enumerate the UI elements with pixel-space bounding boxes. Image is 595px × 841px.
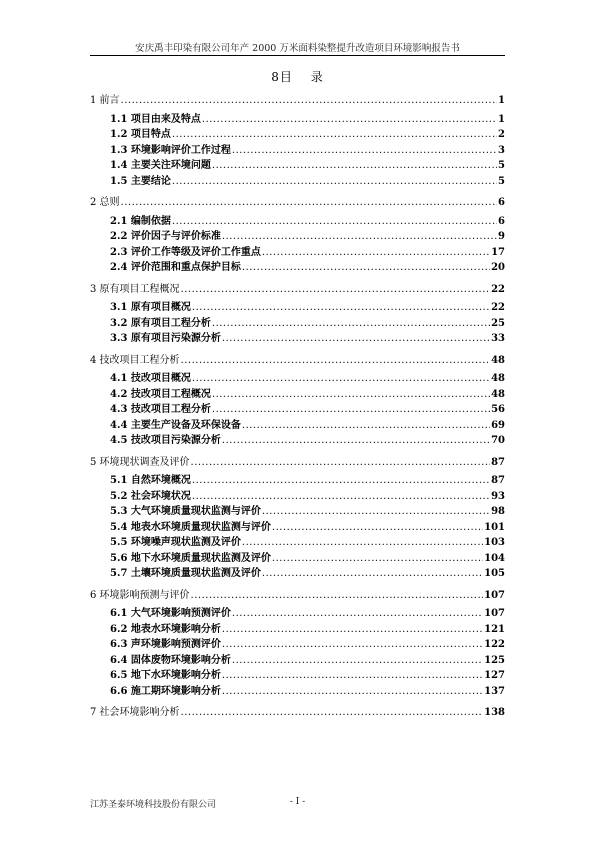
toc-entry-page-number: 125 xyxy=(484,654,505,666)
toc-dot-leader xyxy=(192,489,490,505)
toc-section-entry[interactable] xyxy=(90,489,505,505)
toc-chapter-entry[interactable] xyxy=(90,282,505,298)
toc-section-entry[interactable] xyxy=(90,245,505,261)
toc-dot-leader xyxy=(121,93,497,109)
toc-entry-label: 6.5 地下水环境影响分析 xyxy=(110,670,221,681)
toc-section-entry[interactable] xyxy=(90,174,505,190)
toc-entry-page-number: 107 xyxy=(484,608,505,619)
toc-dot-leader xyxy=(222,331,490,347)
toc-entry-label: 5.4 地表水环境质量现状监测与评价 xyxy=(110,521,271,533)
toc-entry-page-number: 70 xyxy=(491,435,505,446)
toc-dot-leader xyxy=(191,588,484,604)
toc-section-entry[interactable] xyxy=(90,214,505,230)
toc-section-entry[interactable] xyxy=(90,112,505,128)
toc-entry-label: 5.5 环境噪声现状监测及评价 xyxy=(110,537,241,548)
toc-entry-page-number: 20 xyxy=(491,262,505,273)
toc-entry-label: 3 原有项目工程概况 xyxy=(90,283,180,295)
toc-entry-label: 5.2 社会环境状况 xyxy=(110,490,191,502)
toc-section-entry[interactable] xyxy=(90,520,505,536)
toc-dot-leader xyxy=(272,520,483,536)
toc-section-entry[interactable] xyxy=(90,653,505,669)
toc-entry-page-number: 22 xyxy=(491,302,505,313)
toc-entry-page-number: 25 xyxy=(491,317,505,329)
toc-entry-label: 6.1 大气环境影响预测评价 xyxy=(110,608,231,619)
toc-entry-page-number: 137 xyxy=(484,685,505,697)
toc-entry-page-number: 48 xyxy=(491,388,505,400)
toc-dot-leader xyxy=(212,316,490,332)
toc-dot-leader xyxy=(232,653,483,669)
toc-entry-label: 3.2 原有项目工程分析 xyxy=(110,317,211,329)
toc-entry-page-number: 103 xyxy=(484,537,505,548)
toc-section-entry[interactable] xyxy=(90,402,505,418)
toc-dot-leader xyxy=(262,566,483,582)
toc-dot-leader xyxy=(232,606,483,622)
toc-entry-label: 6.2 地表水环境影响分析 xyxy=(110,623,221,635)
toc-entry-label: 1.4 主要关注环境问题 xyxy=(110,160,211,171)
toc-entry-page-number: 48 xyxy=(491,354,505,366)
toc-entry-label: 6.6 施工期环境影响分析 xyxy=(110,685,221,697)
toc-entry-page-number: 87 xyxy=(491,475,505,486)
toc-entry-label: 1.5 主要结论 xyxy=(110,175,171,187)
toc-entry-label: 6.4 固体废物环境影响分析 xyxy=(110,654,231,666)
toc-entry-label: 4.3 技改项目工程分析 xyxy=(110,404,211,415)
toc-chapter-entry[interactable] xyxy=(90,705,505,721)
toc-entry-page-number: 122 xyxy=(484,639,505,650)
toc-entry-page-number: 138 xyxy=(484,707,505,718)
toc-dot-leader xyxy=(181,282,491,298)
toc-dot-leader xyxy=(192,300,490,316)
toc-entry-page-number: 1 xyxy=(498,113,505,125)
toc-dot-leader xyxy=(242,260,490,276)
footer-page-number: - I - xyxy=(289,797,306,807)
toc-entry-page-number: 22 xyxy=(491,283,505,295)
toc-section-entry[interactable] xyxy=(90,473,505,489)
toc-entry-page-number: 5 xyxy=(498,175,505,187)
toc-entry-label: 2.1 编制依据 xyxy=(110,215,171,227)
toc-entry-page-number: 48 xyxy=(491,373,505,384)
toc-entry-label: 3.1 原有项目概况 xyxy=(110,302,191,313)
toc-section-entry[interactable] xyxy=(90,387,505,403)
toc-dot-leader xyxy=(242,418,490,434)
toc-entry-label: 1.3 环境影响评价工作过程 xyxy=(110,144,231,156)
toc-section-entry[interactable] xyxy=(90,637,505,653)
toc-dot-leader xyxy=(262,504,490,520)
toc-entry-label: 5.7 土壤环境质量现状监测及评价 xyxy=(110,568,261,579)
toc-entry-page-number: 1 xyxy=(498,95,505,106)
toc-section-entry[interactable] xyxy=(90,551,505,567)
toc-section-entry[interactable] xyxy=(90,300,505,316)
toc-entry-page-number: 17 xyxy=(491,246,505,258)
toc-dot-leader xyxy=(212,158,497,174)
toc-entry-label: 6.3 声环境影响预测评价 xyxy=(110,639,221,650)
toc-entry-page-number: 56 xyxy=(491,404,505,415)
toc-dot-leader xyxy=(262,245,490,261)
toc-section-entry[interactable] xyxy=(90,260,505,276)
toc-dot-leader xyxy=(232,143,497,159)
toc-entry-page-number: 98 xyxy=(491,506,505,517)
toc-entry-label: 1 前言 xyxy=(90,95,120,106)
toc-section-entry[interactable] xyxy=(90,143,505,159)
toc-entry-page-number: 2 xyxy=(498,129,505,140)
toc-entry-page-number: 101 xyxy=(484,521,505,533)
toc-section-entry[interactable] xyxy=(90,371,505,387)
toc-entry-label: 6 环境影响预测与评价 xyxy=(90,589,190,601)
toc-chapter-entry[interactable] xyxy=(90,195,505,211)
toc-dot-leader xyxy=(222,637,483,653)
toc-title: 8目 录 xyxy=(271,70,324,84)
running-header: 安庆禹丰印染有限公司年产 2000 万米面料染整提升改造项目环境影响报告书 xyxy=(135,43,460,54)
toc-chapter-entry[interactable] xyxy=(90,455,505,471)
toc-entry-page-number: 107 xyxy=(484,589,505,601)
toc-dot-leader xyxy=(191,455,491,471)
toc-entry-page-number: 69 xyxy=(491,419,505,431)
toc-entry-page-number: 6 xyxy=(498,215,505,227)
toc-entry-label: 5.1 自然环境概况 xyxy=(110,475,191,486)
toc-section-entry[interactable] xyxy=(90,668,505,684)
toc-dot-leader xyxy=(272,551,483,567)
toc-entry-label: 5 环境现状调查及评价 xyxy=(90,456,190,468)
toc-dot-leader xyxy=(222,684,483,700)
toc-entry-page-number: 6 xyxy=(498,197,505,208)
toc-entry-label: 4 技改项目工程分析 xyxy=(90,354,180,366)
toc-chapter-entry[interactable] xyxy=(90,353,505,369)
toc-section-entry[interactable] xyxy=(90,331,505,347)
toc-entry-label: 5.3 大气环境质量现状监测与评价 xyxy=(110,506,261,517)
toc-dot-leader xyxy=(212,402,490,418)
toc-dot-leader xyxy=(212,387,490,403)
toc-dot-leader xyxy=(222,229,497,245)
toc-entry-label: 2.3 评价工作等级及评价工作重点 xyxy=(110,246,261,258)
toc-entry-label: 4.1 技改项目概况 xyxy=(110,373,191,384)
toc-dot-leader xyxy=(242,535,483,551)
toc-entry-label: 2.4 评价范围和重点保护目标 xyxy=(110,262,241,273)
toc-dot-leader xyxy=(222,668,483,684)
toc-chapter-entry[interactable] xyxy=(90,588,505,604)
toc-dot-leader xyxy=(172,174,497,190)
toc-section-entry[interactable] xyxy=(90,566,505,582)
toc-entry-label: 7 社会环境影响分析 xyxy=(90,707,180,718)
toc-entry-label: 4.5 技改项目污染源分析 xyxy=(110,435,221,446)
toc-dot-leader xyxy=(202,112,497,128)
toc-section-entry[interactable] xyxy=(90,433,505,449)
toc-dot-leader xyxy=(222,622,483,638)
toc-entry-label: 3.3 原有项目污染源分析 xyxy=(110,333,221,344)
toc-entry-page-number: 3 xyxy=(498,144,505,156)
toc-section-entry[interactable] xyxy=(90,158,505,174)
toc-entry-page-number: 105 xyxy=(484,568,505,579)
toc-section-entry[interactable] xyxy=(90,606,505,622)
toc-section-entry[interactable] xyxy=(90,418,505,434)
toc-entry-page-number: 33 xyxy=(491,333,505,344)
toc-section-entry[interactable] xyxy=(90,504,505,520)
toc-section-entry[interactable] xyxy=(90,229,505,245)
toc-entry-page-number: 5 xyxy=(498,160,505,171)
toc-dot-leader xyxy=(222,433,490,449)
toc-entry-page-number: 87 xyxy=(491,456,505,468)
toc-entry-label: 2.2 评价因子与评价标准 xyxy=(110,231,221,242)
toc-section-entry[interactable] xyxy=(90,622,505,638)
footer-company: 江苏圣泰环境科技股份有限公司 xyxy=(90,800,217,810)
toc-dot-leader xyxy=(181,353,491,369)
toc-entry-page-number: 127 xyxy=(484,670,505,681)
toc-section-entry[interactable] xyxy=(90,684,505,700)
toc-dot-leader xyxy=(181,705,484,721)
toc-entry-label: 4.2 技改项目工程概况 xyxy=(110,388,211,400)
toc-entry-label: 1.2 项目特点 xyxy=(110,129,171,140)
toc-dot-leader xyxy=(192,371,490,387)
toc-section-entry[interactable] xyxy=(90,127,505,143)
toc-section-entry[interactable] xyxy=(90,535,505,551)
toc-entry-label: 1.1 项目由来及特点 xyxy=(110,113,201,125)
header-rule xyxy=(90,55,505,56)
toc-dot-leader xyxy=(121,195,497,211)
toc-section-entry[interactable] xyxy=(90,316,505,332)
toc-entry-page-number: 9 xyxy=(498,231,505,242)
toc-entry-label: 4.4 主要生产设备及环保设备 xyxy=(110,419,241,431)
toc-dot-leader xyxy=(192,473,490,489)
toc-chapter-entry[interactable] xyxy=(90,93,505,109)
toc-entry-label: 5.6 地下水环境质量现状监测及评价 xyxy=(110,552,271,564)
toc-entry-page-number: 121 xyxy=(484,623,505,635)
toc-entry-page-number: 93 xyxy=(491,490,505,502)
toc-entry-page-number: 104 xyxy=(484,552,505,564)
table-of-contents xyxy=(90,93,505,724)
toc-entry-label: 2 总则 xyxy=(90,197,120,208)
toc-dot-leader xyxy=(172,127,497,143)
toc-dot-leader xyxy=(172,214,497,230)
